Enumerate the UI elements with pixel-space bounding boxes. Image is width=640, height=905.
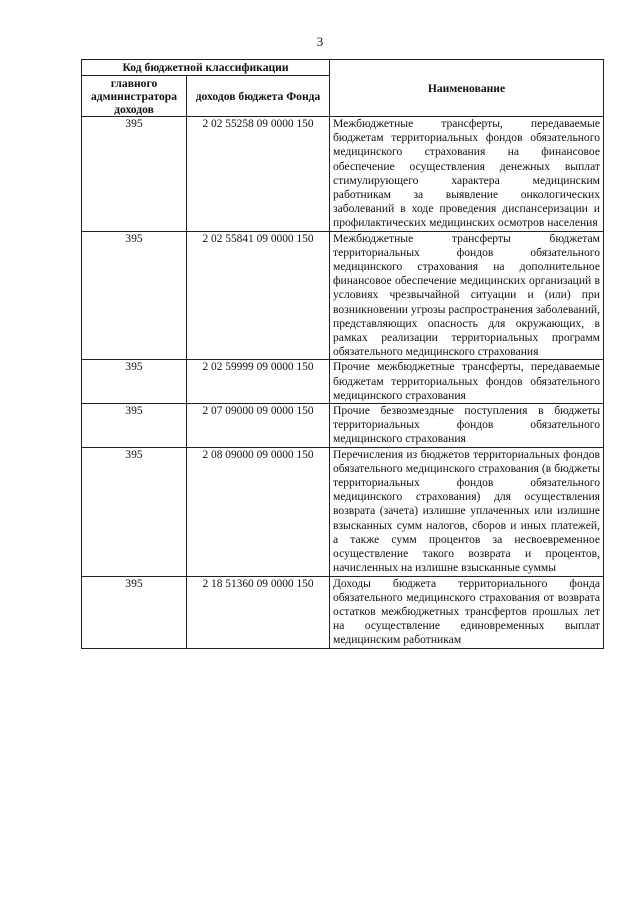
- admin-code-cell: 395: [82, 576, 187, 648]
- revenue-name-cell: Межбюджетные трансферты бюджетам территориальных фондов обязательного медицинского страхования на дополнительное финансовое обеспечение медицинских организаций в условиях чрезвычайной ситуации и (или) при возникновении угрозы распространения заболеваний, представляющих опасность для окружающих, в рамках реализации территориальных программ обязательного медицинского страхования: [330, 231, 604, 360]
- revenue-code-cell: 2 18 51360 09 0000 150: [187, 576, 330, 648]
- page-number: 3: [316, 34, 324, 49]
- revenue-name-cell: Межбюджетные трансферты, передаваемые бюджетам территориальных фондов обязательного медицинского страхования на финансовое обеспечение осуществления денежных выплат стимулирующего характера медицинским работникам за выявление онкологических заболеваний в ходе проведения диспансеризации и профилактических медицинских осмотров населения: [330, 117, 604, 232]
- admin-code-cell: 395: [82, 404, 187, 448]
- revenue-code-cell: 2 02 55258 09 0000 150: [187, 117, 330, 232]
- table-row: [82, 231, 604, 360]
- budget-classification-table: [81, 59, 604, 649]
- table-row: [82, 576, 604, 648]
- revenue-name-cell: Перечисления из бюджетов территориальных фондов обязательного медицинского страхования (в бюджеты территориальных фондов обязательного медицинского страхования) для осуществления возврата (зачета) излишне уплаченных или излишне взысканных сумм налогов, сборов и иных платежей, а также сумм процентов за несвоевременное осуществление такого возврата и процентов, начисленных на излишне взысканные суммы: [330, 447, 604, 576]
- table-row: [82, 447, 604, 576]
- admin-code-cell: 395: [82, 447, 187, 576]
- admin-code-cell: 395: [82, 231, 187, 360]
- header-main-administrator: главного администратора доходов: [82, 76, 187, 117]
- revenue-code-cell: 2 07 09000 09 0000 150: [187, 404, 330, 448]
- header-fund-revenue-code: доходов бюджета Фонда: [187, 76, 330, 117]
- header-name: Наименование: [330, 60, 604, 117]
- revenue-name-cell: Прочие безвозмездные поступления в бюджеты территориальных фондов обязательного медицинского страхования: [330, 404, 604, 448]
- admin-code-cell: 395: [82, 117, 187, 232]
- revenue-code-cell: 2 02 55841 09 0000 150: [187, 231, 330, 360]
- table-row: [82, 404, 604, 448]
- header-budget-classification-code: Код бюджетной классификации: [82, 60, 330, 76]
- table-row: [82, 360, 604, 404]
- table-row: [82, 117, 604, 232]
- revenue-code-cell: 2 02 59999 09 0000 150: [187, 360, 330, 404]
- revenue-name-cell: Доходы бюджета территориального фонда обязательного медицинского страхования от возврата остатков межбюджетных трансфертов прошлых лет на осуществление единовременных выплат медицинским работникам: [330, 576, 604, 648]
- revenue-name-cell: Прочие межбюджетные трансферты, передаваемые бюджетам территориальных фондов обязательного медицинского страхования: [330, 360, 604, 404]
- revenue-code-cell: 2 08 09000 09 0000 150: [187, 447, 330, 576]
- admin-code-cell: 395: [82, 360, 187, 404]
